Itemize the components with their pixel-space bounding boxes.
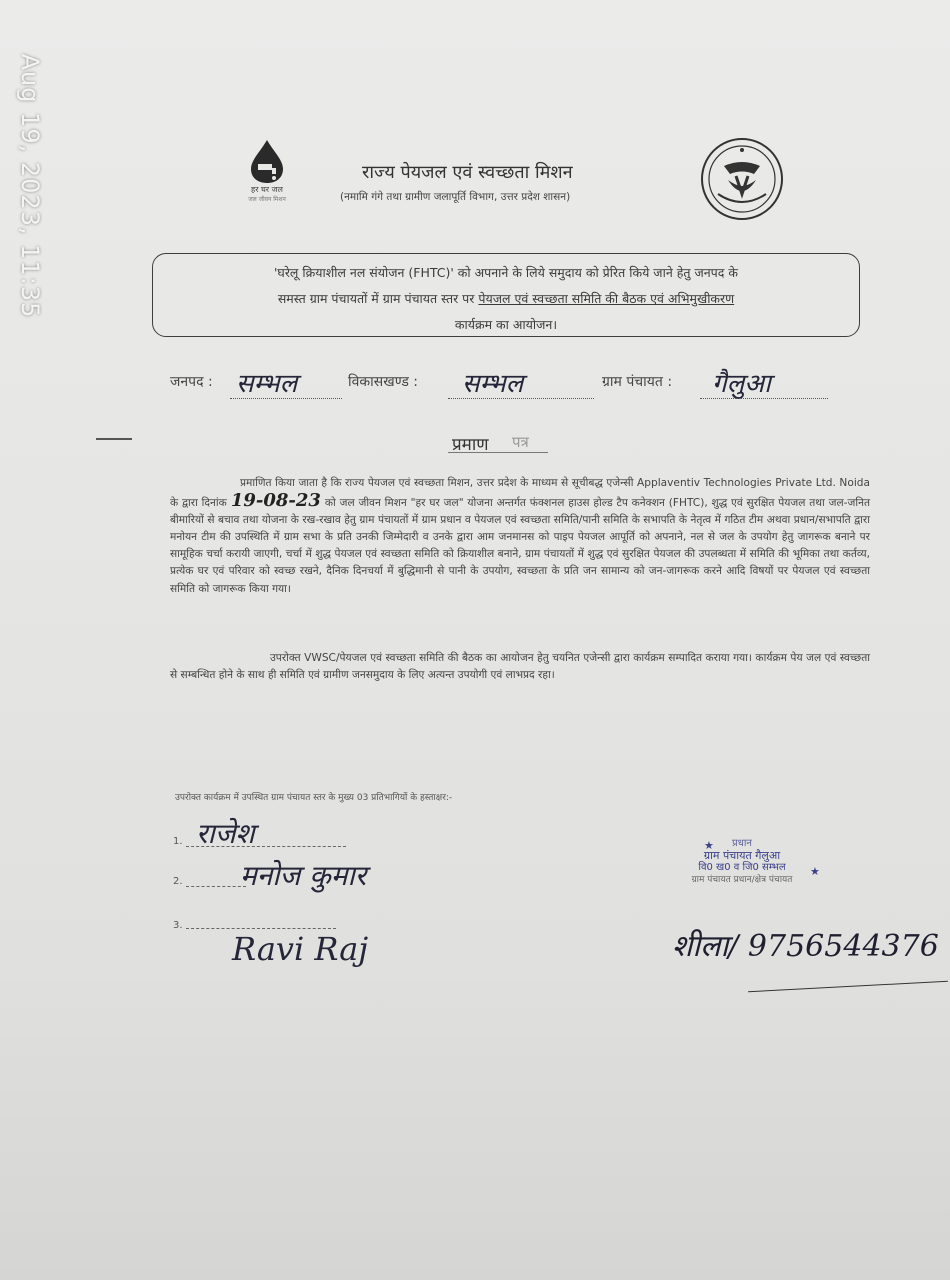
paragraph-2-body: उपरोक्त VWSC/पेयजल एवं स्वच्छता समिति की बैठक का आयोजन हेतु चयनित एजेन्सी द्वारा कार्यक्रम सम्पादित कराया गया। कार्यक्रम पेय जल एवं स्वच्छता से सम्बन्धित होने के साथ ही समिति एवं ग्रामीण जनसमुदाय के लिए अत्यन्त उपयोगी एवं लाभप्रद रहा। bbox=[170, 652, 870, 682]
har-ghar-jal-logo bbox=[218, 138, 316, 210]
block-value: सम्भल bbox=[462, 369, 524, 399]
signature-number-2: 2. bbox=[173, 876, 183, 887]
signature-3-name: Ravi Raj bbox=[232, 930, 369, 968]
paragraph-1-body: को जल जीवन मिशन "हर घर जल" योजना अन्तर्गत फंक्शनल हाउस होल्ड टैप कनेक्शन (FHTC), शुद्ध एवं सुरक्षित पेयजल तथा जल-जनित बीमारियों से बचाव तथा योजना के रख-रखाव हेतु ग्राम पंचायतों में ग्राम प्रधान व पेयजल एवं स्वच्छता समिति/पानी समिति के सभापति के नेतृत्व में गठित टीम अथवा प्रधान/सभापति द्वारा मनोयन टीम की उपस्थिति में ग्राम सभा के प्रति उनकी जिम्मेदारी व उनके द्वारा आम जनमानस को पाइप पेयजल आपूर्ति को अपनाने, नल से जल के उपयोग हेतु जागरूक बनाने पर सामूहिक चर्चा करायी जाएगी, चर्चा में शुद्ध पेयजल एवं स्वच्छता समिति को क्रियाशील बनाने, ग्राम पंचायतों में शुद्ध एवं सुरक्षित पेयजल की उपलब्धता में समिति की भूमिका तथा कर्तव्य, प्रत्येक घर एवं परिवार को स्वच्छ रखने, दैनिक दिनचर्या में बुद्धिमानी से पानी के उपयोग, स्वच्छता के प्रति जन सामान्य को जन-जागरूक करने आदि विषयों पर पेयजल एवं स्वच्छता समिति को जागरूक किया गया। bbox=[170, 497, 870, 595]
certificate-title-underline bbox=[448, 452, 548, 453]
seal-line-2: ग्राम पंचायत गैलुआ bbox=[703, 849, 781, 862]
seal-line-1: प्रधान bbox=[732, 838, 752, 849]
margin-dash bbox=[96, 438, 132, 440]
district-label: जनपद : bbox=[170, 374, 213, 390]
certificate-title-suffix: पत्र bbox=[512, 433, 529, 451]
mission-subtitle: (नमामि गंगे तथा ग्रामीण जलापूर्ति विभाग, उत्तर प्रदेश शासन) bbox=[340, 191, 571, 203]
notice-line-3: कार्यक्रम का आयोजन। bbox=[454, 317, 558, 332]
program-notice-box bbox=[152, 253, 860, 337]
certificate-paragraph-1 bbox=[170, 475, 870, 598]
panchayat-label: ग्राम पंचायत : bbox=[602, 374, 673, 390]
logo-caption: हर घर जल bbox=[251, 185, 283, 194]
pradhan-seal bbox=[632, 838, 852, 928]
certificate-paragraph-2 bbox=[170, 650, 870, 684]
signature-1-name: राजेश bbox=[196, 817, 255, 850]
program-date: 19-08-23 bbox=[230, 490, 321, 512]
signature-line-3 bbox=[186, 928, 336, 929]
certificate-title: प्रमाण bbox=[452, 435, 489, 455]
panchayat-value: गैलुआ bbox=[712, 369, 771, 399]
notice-line-2 bbox=[153, 286, 859, 312]
star-icon: ★ bbox=[810, 865, 820, 878]
notice-underlined-text: पेयजल एवं स्वच्छता समिति की बैठक एवं अभिमुखीकरण bbox=[478, 291, 735, 306]
paragraph-1-intro: प्रमाणित किया जाता है कि राज्य पेयजल एवं स्वच्छता मिशन, उत्तर प्रदेश के माध्यम से सूचीबद्ध एजेन्सी Applaventiv Technologies Private Ltd. Noida के द्वारा दिनांक bbox=[170, 477, 870, 510]
block-rule bbox=[448, 398, 594, 399]
photo-timestamp-text: Aug 19, 2023, 11:35 bbox=[16, 53, 44, 319]
signature-number-1: 1. bbox=[173, 836, 183, 847]
up-government-emblem bbox=[698, 136, 786, 222]
panchayat-rule bbox=[700, 398, 828, 399]
star-icon: ★ bbox=[704, 839, 714, 852]
notice-line-1: 'घरेलू क्रियाशील नल संयोजन (FHTC)' को अपनाने के लिये समुदाय को प्रेरित किये जाने हेतु जनपद के bbox=[274, 265, 738, 280]
district-value: सम्भल bbox=[236, 369, 298, 399]
logo-subcaption: जल जीवन मिशन bbox=[248, 196, 286, 203]
signature-number-3: 3. bbox=[173, 920, 183, 931]
mission-title: राज्य पेयजल एवं स्वच्छता मिशन bbox=[362, 162, 573, 183]
signatures-intro: उपरोक्त कार्यक्रम में उपस्थित ग्राम पंचायत स्तर के मुख्य 03 प्रतिभागियों के हस्ताक्षर:- bbox=[175, 793, 453, 803]
notice-line-2-text: समस्त ग्राम पंचायतों में ग्राम पंचायत स्तर पर bbox=[277, 291, 479, 306]
seal-line-3: वि0 ख0 व जि0 सम्भल bbox=[698, 862, 786, 873]
district-rule bbox=[230, 398, 342, 399]
signature-2-name: मनोज कुमार bbox=[240, 859, 367, 892]
pradhan-signature: शीला/ 9756544376 bbox=[672, 929, 939, 964]
water-drop-icon bbox=[218, 138, 316, 184]
photo-timestamp bbox=[10, 36, 50, 336]
block-label: विकासखण्ड : bbox=[348, 374, 419, 390]
signature-line-2 bbox=[186, 886, 246, 887]
pradhan-signature-stroke bbox=[748, 981, 948, 992]
seal-line-4: ग्राम पंचायत प्रधान/क्षेत्र पंचायत bbox=[691, 875, 793, 885]
